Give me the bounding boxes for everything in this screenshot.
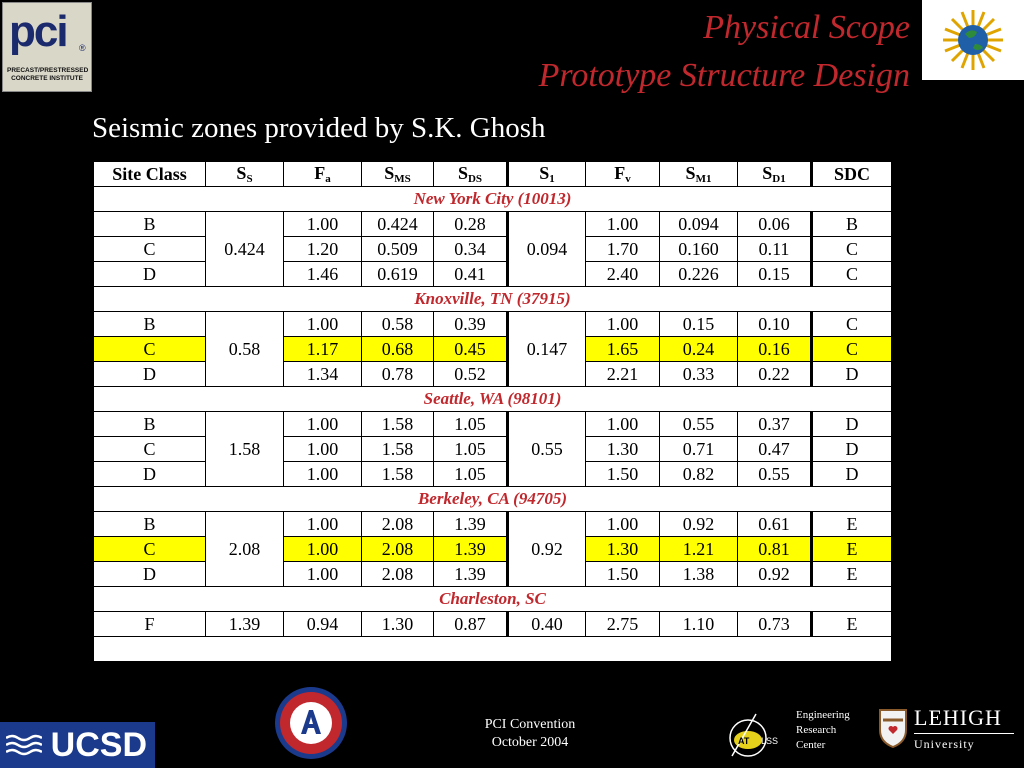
erc-label xyxy=(796,708,850,753)
column-header xyxy=(660,162,738,187)
table-cell-fv: 2.21 xyxy=(586,362,660,387)
ss-value: 1.39 xyxy=(206,612,284,637)
table-cell-fv: 1.30 xyxy=(586,437,660,462)
table-cell-sdc: D xyxy=(812,412,892,437)
table-cell-sms: 0.68 xyxy=(362,337,434,362)
table-cell-sm1: 0.71 xyxy=(660,437,738,462)
table-row xyxy=(94,212,892,237)
column-header-main: S xyxy=(384,163,395,183)
column-header xyxy=(738,162,812,187)
table-cell-sdc: D xyxy=(812,362,892,387)
table-cell-sdc: C xyxy=(812,262,892,287)
city-name: Berkeley, CA (94705) xyxy=(94,487,892,512)
table-cell-sm1: 0.226 xyxy=(660,262,738,287)
ucsd-waves-icon xyxy=(6,734,42,756)
table-cell-fv: 1.70 xyxy=(586,237,660,262)
table-cell-sms: 0.58 xyxy=(362,312,434,337)
title-line-1: Physical Scope xyxy=(703,9,910,46)
table-cell-sm1: 0.92 xyxy=(660,512,738,537)
table-cell-site: D xyxy=(94,362,206,387)
column-header-subscript: a xyxy=(325,173,331,185)
table-cell-sds: 0.52 xyxy=(434,362,508,387)
table-cell-sdc: E xyxy=(812,512,892,537)
lehigh-shield-icon xyxy=(878,708,908,748)
blank-cell xyxy=(94,637,892,662)
erc-line-1: Engineering xyxy=(796,709,850,721)
lehigh-university: University xyxy=(914,737,975,751)
lehigh-logo xyxy=(914,706,1014,752)
atlss-at-text: AT xyxy=(738,736,750,746)
table-cell-sm1: 0.094 xyxy=(660,212,738,237)
pci-logo-mark: pci xyxy=(9,7,67,56)
table-row xyxy=(94,312,892,337)
table-cell-sm1: 1.10 xyxy=(660,612,738,637)
lehigh-name: LEHIGH xyxy=(914,705,1002,730)
column-header-subscript: S xyxy=(246,173,253,185)
column-header-main: S xyxy=(539,163,550,183)
table-cell-site: D xyxy=(94,262,206,287)
table-cell-site: B xyxy=(94,212,206,237)
table-cell-sds: 0.39 xyxy=(434,312,508,337)
table-cell-fv: 1.00 xyxy=(586,212,660,237)
table-cell-sms: 2.08 xyxy=(362,562,434,587)
table-cell-site: D xyxy=(94,462,206,487)
city-row xyxy=(94,187,892,212)
table-cell-sm1: 1.21 xyxy=(660,537,738,562)
table-cell-fa: 1.17 xyxy=(284,337,362,362)
s1-value: 0.094 xyxy=(508,212,586,287)
erc-line-3: Center xyxy=(796,739,826,751)
pci-logo-registered: ® xyxy=(79,43,86,53)
s1-value: 0.55 xyxy=(508,412,586,487)
table-cell-sms: 0.509 xyxy=(362,237,434,262)
table-cell-fa: 1.00 xyxy=(284,537,362,562)
table-cell-sd1: 0.16 xyxy=(738,337,812,362)
column-header xyxy=(586,162,660,187)
column-header xyxy=(434,162,508,187)
table-cell-sdc: E xyxy=(812,537,892,562)
table-cell-sds: 0.45 xyxy=(434,337,508,362)
table-cell-site: C xyxy=(94,537,206,562)
table-row xyxy=(94,412,892,437)
column-header xyxy=(206,162,284,187)
pci-logo-subtitle: PRECAST/PRESTRESSED CONCRETE INSTITUTE xyxy=(7,67,89,82)
table-cell-sdc: C xyxy=(812,312,892,337)
ucsd-logo-text: UCSD xyxy=(50,726,147,764)
table-cell-site: B xyxy=(94,412,206,437)
table-cell-sd1: 0.06 xyxy=(738,212,812,237)
table-cell-fa: 1.46 xyxy=(284,262,362,287)
table-cell-sds: 1.05 xyxy=(434,437,508,462)
table-cell-sdc: C xyxy=(812,237,892,262)
table-cell-sd1: 0.47 xyxy=(738,437,812,462)
table-cell-fv: 2.40 xyxy=(586,262,660,287)
table-cell-sds: 1.39 xyxy=(434,537,508,562)
ucsd-logo xyxy=(0,722,155,768)
table-cell-sms: 2.08 xyxy=(362,512,434,537)
table-cell-fv: 1.00 xyxy=(586,312,660,337)
city-name: Charleston, SC xyxy=(94,587,892,612)
table-cell-site: C xyxy=(94,437,206,462)
table-cell-fa: 1.00 xyxy=(284,312,362,337)
column-header xyxy=(284,162,362,187)
table-cell-site: D xyxy=(94,562,206,587)
slide-title xyxy=(539,4,910,100)
table-cell-fa: 1.00 xyxy=(284,212,362,237)
s1-value: 0.92 xyxy=(508,512,586,587)
table-cell-sm1: 0.55 xyxy=(660,412,738,437)
table-cell-sds: 0.87 xyxy=(434,612,508,637)
slide-subtitle: Seismic zones provided by S.K. Ghosh xyxy=(92,112,546,144)
table-cell-sms: 1.58 xyxy=(362,437,434,462)
blank-row xyxy=(94,637,892,662)
column-header xyxy=(362,162,434,187)
table-cell-fv: 2.75 xyxy=(586,612,660,637)
column-header-subscript: 1 xyxy=(549,173,555,185)
column-header-main: S xyxy=(762,163,773,183)
lehigh-divider xyxy=(914,733,1014,734)
table-header-row xyxy=(94,162,892,187)
table-cell-fa: 1.20 xyxy=(284,237,362,262)
column-header-main: SDC xyxy=(833,163,870,184)
city-name: New York City (10013) xyxy=(94,187,892,212)
table-cell-sm1: 0.160 xyxy=(660,237,738,262)
footer-convention: PCI Convention xyxy=(484,717,576,732)
table-cell-fa: 1.00 xyxy=(284,437,362,462)
table-row xyxy=(94,612,892,637)
table-row xyxy=(94,512,892,537)
table-cell-sm1: 1.38 xyxy=(660,562,738,587)
table-cell-sms: 0.424 xyxy=(362,212,434,237)
table-cell-sdc: D xyxy=(812,437,892,462)
ss-value: 0.424 xyxy=(206,212,284,287)
table-cell-sm1: 0.82 xyxy=(660,462,738,487)
table-cell-sds: 1.39 xyxy=(434,512,508,537)
table-cell-site: B xyxy=(94,312,206,337)
table-cell-sdc: B xyxy=(812,212,892,237)
column-header-subscript: DS xyxy=(467,173,483,185)
column-header-subscript: MS xyxy=(394,173,411,185)
s1-value: 0.40 xyxy=(508,612,586,637)
city-name: Knoxville, TN (37915) xyxy=(94,287,892,312)
table-cell-sm1: 0.24 xyxy=(660,337,738,362)
table-cell-fv: 1.50 xyxy=(586,562,660,587)
table-cell-fv: 1.00 xyxy=(586,412,660,437)
table-cell-sd1: 0.22 xyxy=(738,362,812,387)
table-cell-site: C xyxy=(94,237,206,262)
table-cell-fa: 1.00 xyxy=(284,512,362,537)
table-cell-sm1: 0.33 xyxy=(660,362,738,387)
table-cell-sms: 1.58 xyxy=(362,412,434,437)
table-cell-site: B xyxy=(94,512,206,537)
table-cell-sd1: 0.92 xyxy=(738,562,812,587)
city-row xyxy=(94,287,892,312)
table-cell-fv: 1.00 xyxy=(586,512,660,537)
city-name: Seattle, WA (98101) xyxy=(94,387,892,412)
column-header-main: S xyxy=(236,163,247,183)
column-header-subscript: v xyxy=(625,173,631,185)
column-header-main: S xyxy=(457,163,468,183)
table-cell-sms: 0.78 xyxy=(362,362,434,387)
table-cell-sdc: E xyxy=(812,612,892,637)
column-header xyxy=(94,162,206,187)
table-cell-sd1: 0.55 xyxy=(738,462,812,487)
ss-value: 2.08 xyxy=(206,512,284,587)
table-cell-fa: 1.34 xyxy=(284,362,362,387)
ss-value: 1.58 xyxy=(206,412,284,487)
city-row xyxy=(94,587,892,612)
table-cell-sds: 1.05 xyxy=(434,462,508,487)
column-header-subscript: M1 xyxy=(695,173,712,185)
column-header-main: Site Class xyxy=(112,163,187,184)
ss-value: 0.58 xyxy=(206,312,284,387)
table-cell-sms: 1.58 xyxy=(362,462,434,487)
table-cell-sds: 0.41 xyxy=(434,262,508,287)
table-cell-sd1: 0.37 xyxy=(738,412,812,437)
table-cell-sms: 2.08 xyxy=(362,537,434,562)
table-cell-sds: 1.05 xyxy=(434,412,508,437)
table-cell-sd1: 0.81 xyxy=(738,537,812,562)
atlss-logo-icon xyxy=(726,708,786,760)
column-header-main: F xyxy=(614,163,626,183)
table-cell-sds: 0.28 xyxy=(434,212,508,237)
table-cell-sd1: 0.73 xyxy=(738,612,812,637)
globe-logo xyxy=(922,0,1024,80)
column-header-main: F xyxy=(314,163,326,183)
table-cell-fa: 1.00 xyxy=(284,562,362,587)
table-cell-fv: 1.65 xyxy=(586,337,660,362)
table-cell-sdc: C xyxy=(812,337,892,362)
table-cell-fv: 1.50 xyxy=(586,462,660,487)
seismic-zones-table xyxy=(93,161,892,662)
s1-value: 0.147 xyxy=(508,312,586,387)
column-header xyxy=(812,162,892,187)
table-cell-sms: 0.619 xyxy=(362,262,434,287)
footer-convention-text xyxy=(460,716,600,752)
table-cell-sm1: 0.15 xyxy=(660,312,738,337)
atlss-lss-text: LSS xyxy=(761,736,779,746)
column-header-subscript: D1 xyxy=(772,173,786,185)
table-cell-sdc: D xyxy=(812,462,892,487)
table-cell-sms: 1.30 xyxy=(362,612,434,637)
footer-date: October 2004 xyxy=(491,735,569,750)
table-cell-sdc: E xyxy=(812,562,892,587)
table-cell-sd1: 0.15 xyxy=(738,262,812,287)
table-cell-sd1: 0.10 xyxy=(738,312,812,337)
table-cell-fv: 1.30 xyxy=(586,537,660,562)
table-cell-sds: 0.34 xyxy=(434,237,508,262)
table-cell-site: C xyxy=(94,337,206,362)
table-cell-sd1: 0.11 xyxy=(738,237,812,262)
table-cell-site: F xyxy=(94,612,206,637)
arizona-engineering-seal-icon xyxy=(274,686,348,760)
city-row xyxy=(94,487,892,512)
pci-logo xyxy=(2,2,92,92)
table-cell-sds: 1.39 xyxy=(434,562,508,587)
column-header-main: S xyxy=(685,163,696,183)
globe-icon xyxy=(922,0,1024,80)
table-cell-sd1: 0.61 xyxy=(738,512,812,537)
table-cell-fa: 0.94 xyxy=(284,612,362,637)
column-header xyxy=(508,162,586,187)
title-line-2: Prototype Structure Design xyxy=(538,57,910,94)
table-cell-fa: 1.00 xyxy=(284,412,362,437)
city-row xyxy=(94,387,892,412)
erc-line-2: Research xyxy=(796,724,837,736)
table-cell-fa: 1.00 xyxy=(284,462,362,487)
